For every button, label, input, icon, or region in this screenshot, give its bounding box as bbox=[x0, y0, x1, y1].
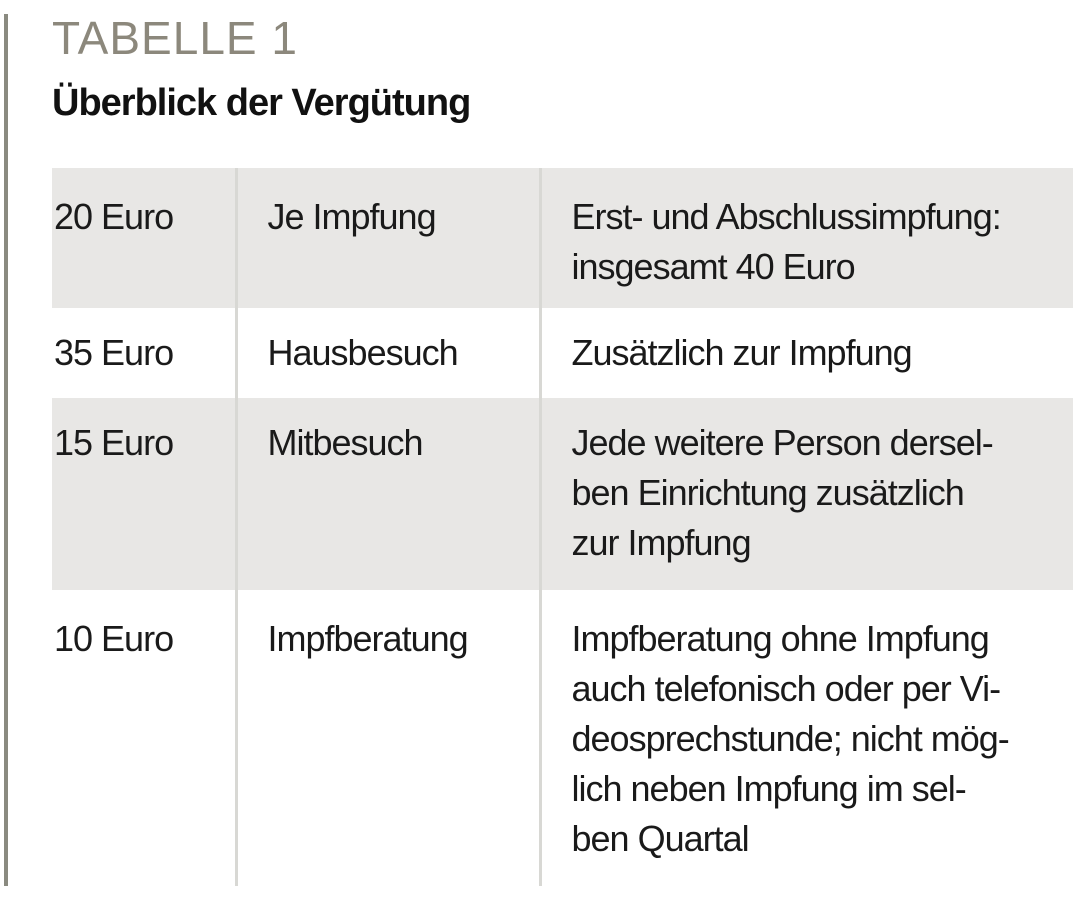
note-cell bbox=[540, 168, 1073, 308]
note-line: lich neben Impfung im sel- bbox=[571, 768, 966, 809]
table-row bbox=[52, 168, 1073, 308]
table-row bbox=[52, 590, 1073, 886]
left-accent-rule bbox=[4, 14, 8, 886]
note-line: zur Impfung bbox=[571, 522, 751, 563]
amount-cell: 20 Euro bbox=[52, 168, 236, 308]
table-title: Überblick der Vergütung bbox=[52, 82, 471, 124]
amount-cell: 35 Euro bbox=[54, 332, 174, 373]
note-line: Impfberatung ohne Impfung bbox=[571, 618, 989, 659]
note-line: insgesamt 40 Euro bbox=[571, 246, 855, 287]
table-row bbox=[52, 308, 1073, 398]
service-cell: Mitbesuch bbox=[236, 398, 540, 590]
note-cell bbox=[540, 590, 1073, 886]
service-cell: Hausbesuch bbox=[236, 308, 540, 398]
table-kicker: TABELLE 1 bbox=[52, 12, 298, 64]
note-cell bbox=[540, 398, 1073, 590]
note-line: Jede weitere Person dersel- bbox=[571, 422, 993, 463]
note-cell bbox=[540, 308, 1073, 398]
note-line: ben Einrichtung zusätzlich bbox=[571, 472, 964, 513]
note-line: auch telefonisch oder per Vi- bbox=[571, 668, 1001, 709]
note-line: Erst- und Abschlussimpfung: bbox=[571, 196, 1001, 237]
service-cell: Impfberatung bbox=[236, 590, 540, 886]
amount-cell: 10 Euro bbox=[54, 618, 174, 659]
table-row bbox=[52, 398, 1073, 590]
service-cell: Je Impfung bbox=[236, 168, 540, 308]
remuneration-table bbox=[52, 168, 1073, 886]
amount-cell: 15 Euro bbox=[52, 398, 236, 590]
note-line: Zusätzlich zur Impfung bbox=[571, 332, 912, 373]
note-line: ben Quartal bbox=[571, 818, 749, 859]
note-line: deosprechstunde; nicht mög- bbox=[571, 718, 1009, 759]
